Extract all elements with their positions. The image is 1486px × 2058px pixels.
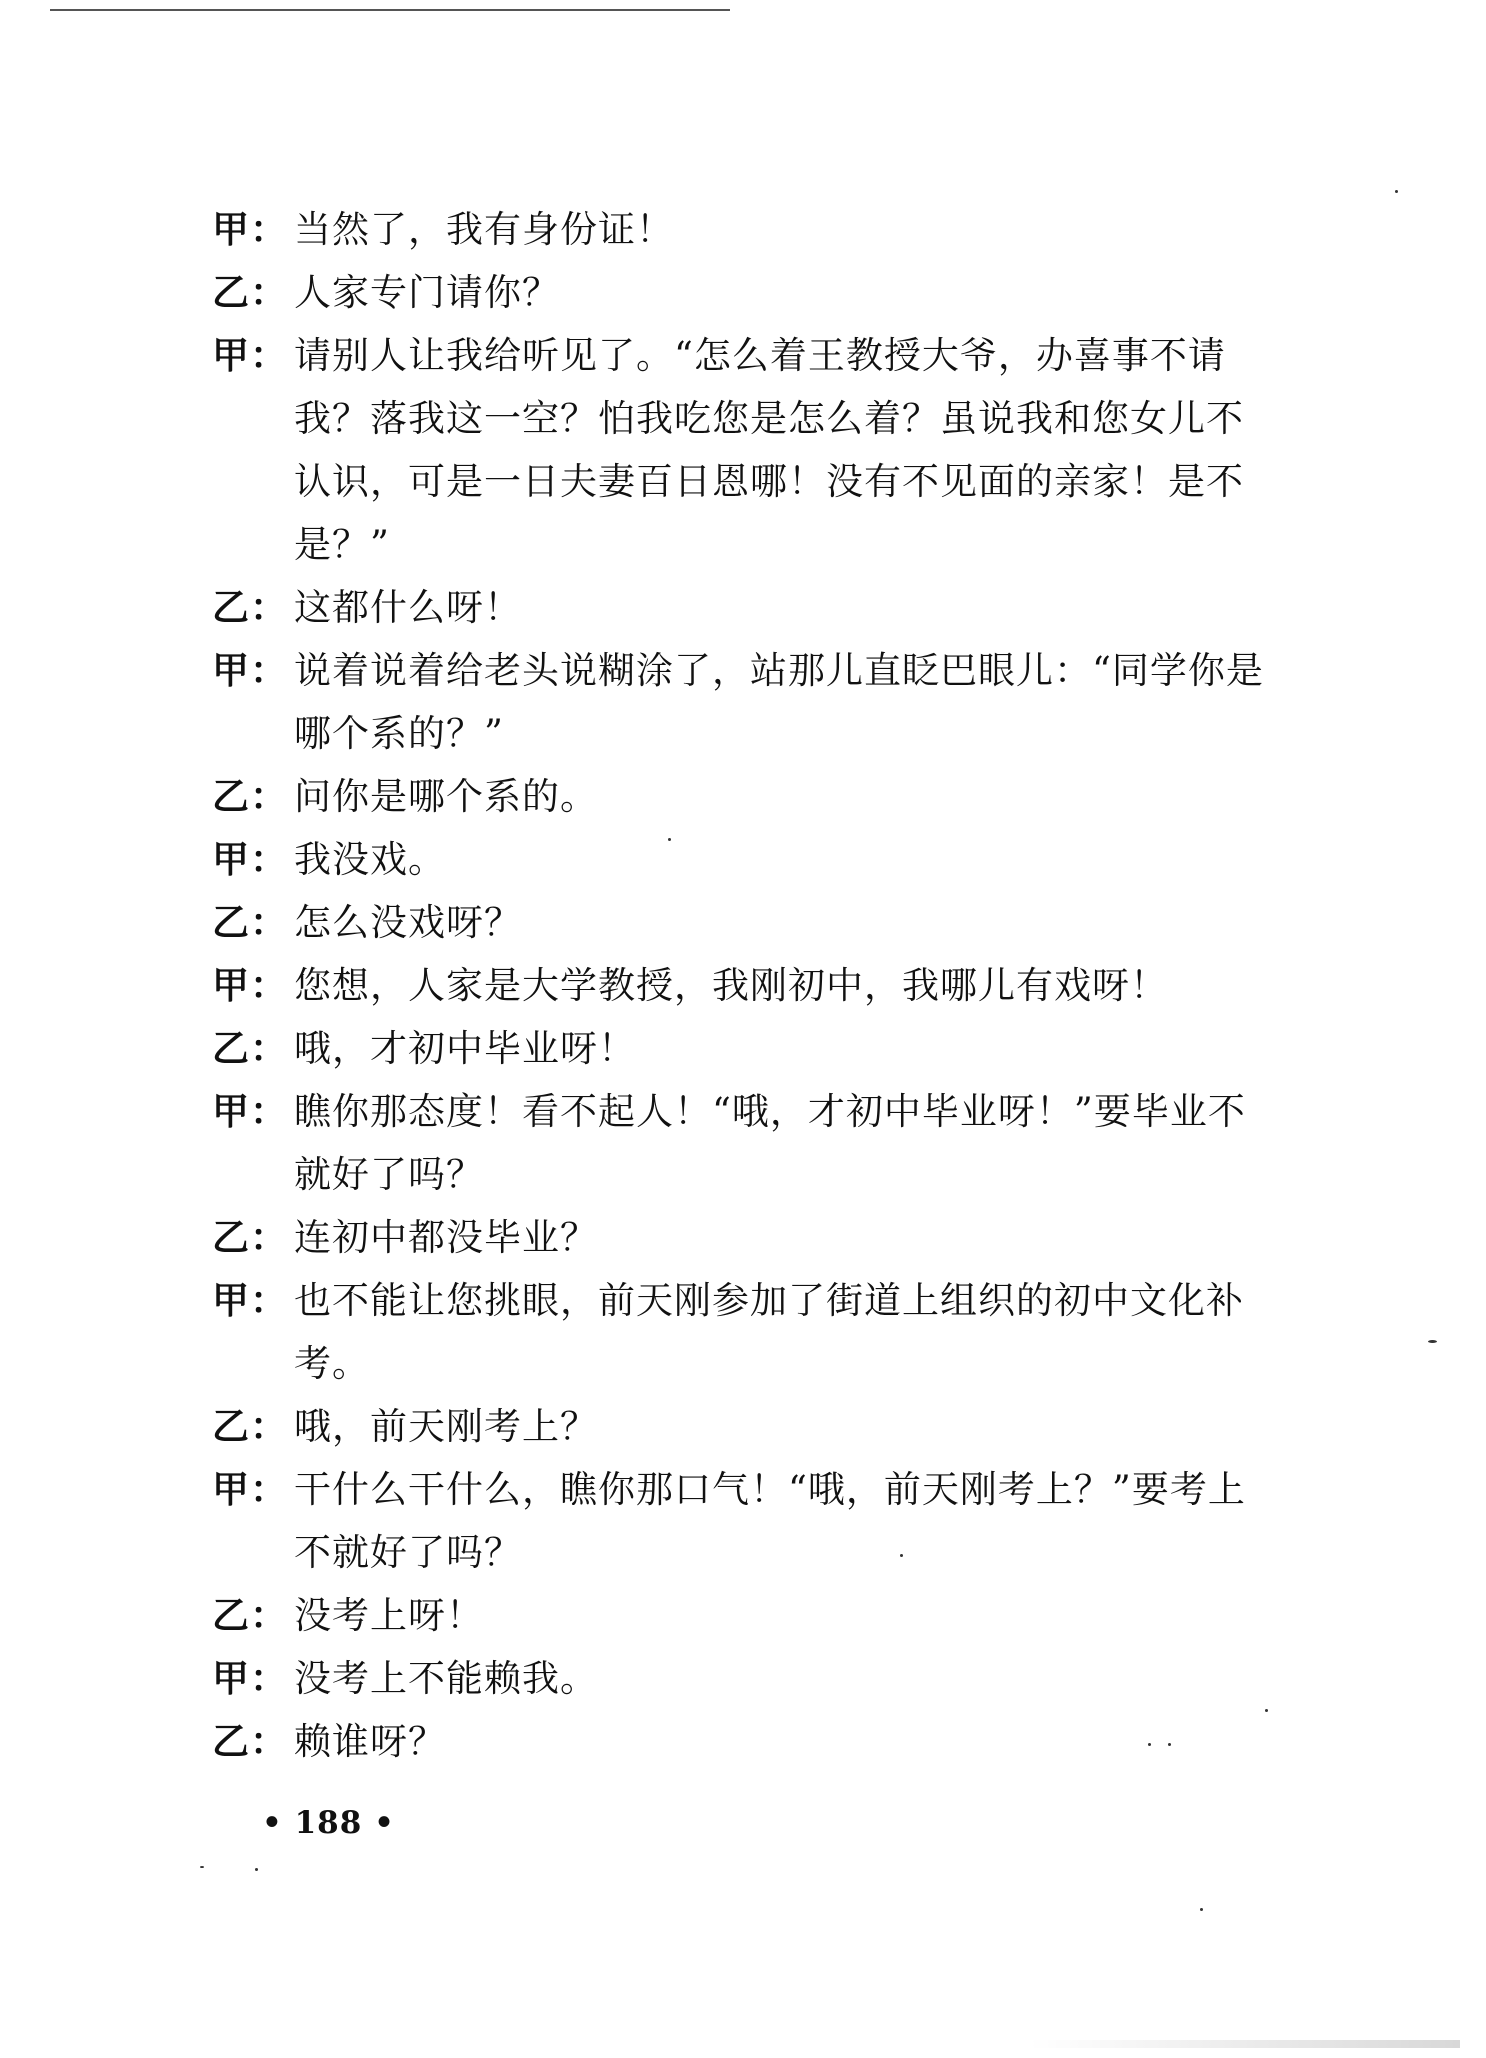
scan-speck [1200,1908,1203,1911]
speaker-label: 乙： [212,1404,288,1448]
scan-speck [1148,1743,1151,1746]
dialogue-line [212,1458,1272,1584]
speech-text: 瞧你那态度！看不起人！“哦，才初中毕业呀！”要毕业不就好了吗？ [294,1090,1246,1196]
speech-text: 没考上不能赖我。 [294,1657,598,1700]
dialogue-line [212,891,1272,954]
dialogue-line [212,639,1272,765]
scan-speck [900,1554,903,1557]
speaker-label: 甲： [212,333,288,377]
speech-text: 您想，人家是大学教授，我刚初中，我哪儿有戏呀！ [294,964,1168,1007]
speaker-label: 乙： [212,1719,288,1763]
bottom-scan-fade [1030,2040,1460,2048]
speaker-label: 乙： [212,1026,288,1070]
speaker-label: 甲： [212,648,288,692]
dialogue-line [212,261,1272,324]
dialogue-line [212,954,1272,1017]
speaker-label: 乙： [212,1215,288,1259]
speaker-label: 甲： [212,1467,288,1511]
dialogue-line [212,1584,1272,1647]
speech-text: 我没戏。 [294,838,446,881]
dialogue-line [212,1080,1272,1206]
dialogue-line [212,765,1272,828]
speech-text: 干什么干什么，瞧你那口气！“哦，前天刚考上？”要考上不就好了吗？ [294,1468,1246,1574]
speaker-label: 乙： [212,774,288,818]
scan-speck [1395,190,1398,193]
speaker-label: 甲： [212,1278,288,1322]
speaker-label: 甲： [212,207,288,251]
scan-speck [200,1866,204,1868]
scan-speck [255,1868,258,1871]
dialogue-line [212,1206,1272,1269]
speech-text: 说着说着给老头说糊涂了，站那儿直眨巴眼儿：“同学你是哪个系的？” [294,649,1264,755]
speech-text: 当然了，我有身份证！ [294,208,674,251]
speech-text: 请别人让我给听见了。“怎么着王教授大爷，办喜事不请我？落我这一空？怕我吃您是怎么着？虽说我和您女儿不认识，可是一日夫妻百日恩哪！没有不见面的亲家！是不是？” [294,334,1244,566]
speech-text: 也不能让您挑眼，前天刚参加了街道上组织的初中文化补考。 [294,1279,1244,1385]
speaker-label: 甲： [212,1089,288,1133]
speaker-label: 乙： [212,1593,288,1637]
speaker-label: 乙： [212,270,288,314]
dialogue-line [212,324,1272,576]
scan-speck [1265,1709,1268,1712]
speaker-label: 甲： [212,1656,288,1700]
page-number: • 188 • [262,1805,395,1841]
speech-text: 没考上呀！ [294,1594,484,1637]
speech-text: 连初中都没毕业？ [294,1216,598,1259]
dialogue-line [212,198,1272,261]
top-rule [50,9,730,11]
dialogue-line [212,1395,1272,1458]
speech-text: 哦，前天刚考上？ [294,1405,598,1448]
dialogue [212,198,1272,1773]
scan-speck [1168,1743,1171,1746]
speaker-label: 甲： [212,963,288,1007]
dialogue-line [212,1710,1272,1773]
speech-text: 赖谁呀？ [294,1720,446,1763]
dialogue-line [212,1017,1272,1080]
scan-speck [668,838,671,841]
speech-text: 这都什么呀！ [294,586,522,629]
speech-text: 问你是哪个系的。 [294,775,598,818]
dialogue-line [212,1647,1272,1710]
dialogue-line [212,1269,1272,1395]
speaker-label: 乙： [212,585,288,629]
scan-speck [1428,1340,1437,1343]
speaker-label: 甲： [212,837,288,881]
dialogue-line [212,576,1272,639]
speech-text: 怎么没戏呀？ [294,901,522,944]
speaker-label: 乙： [212,900,288,944]
speech-text: 人家专门请你？ [294,271,560,314]
speech-text: 哦，才初中毕业呀！ [294,1027,636,1070]
dialogue-line [212,828,1272,891]
